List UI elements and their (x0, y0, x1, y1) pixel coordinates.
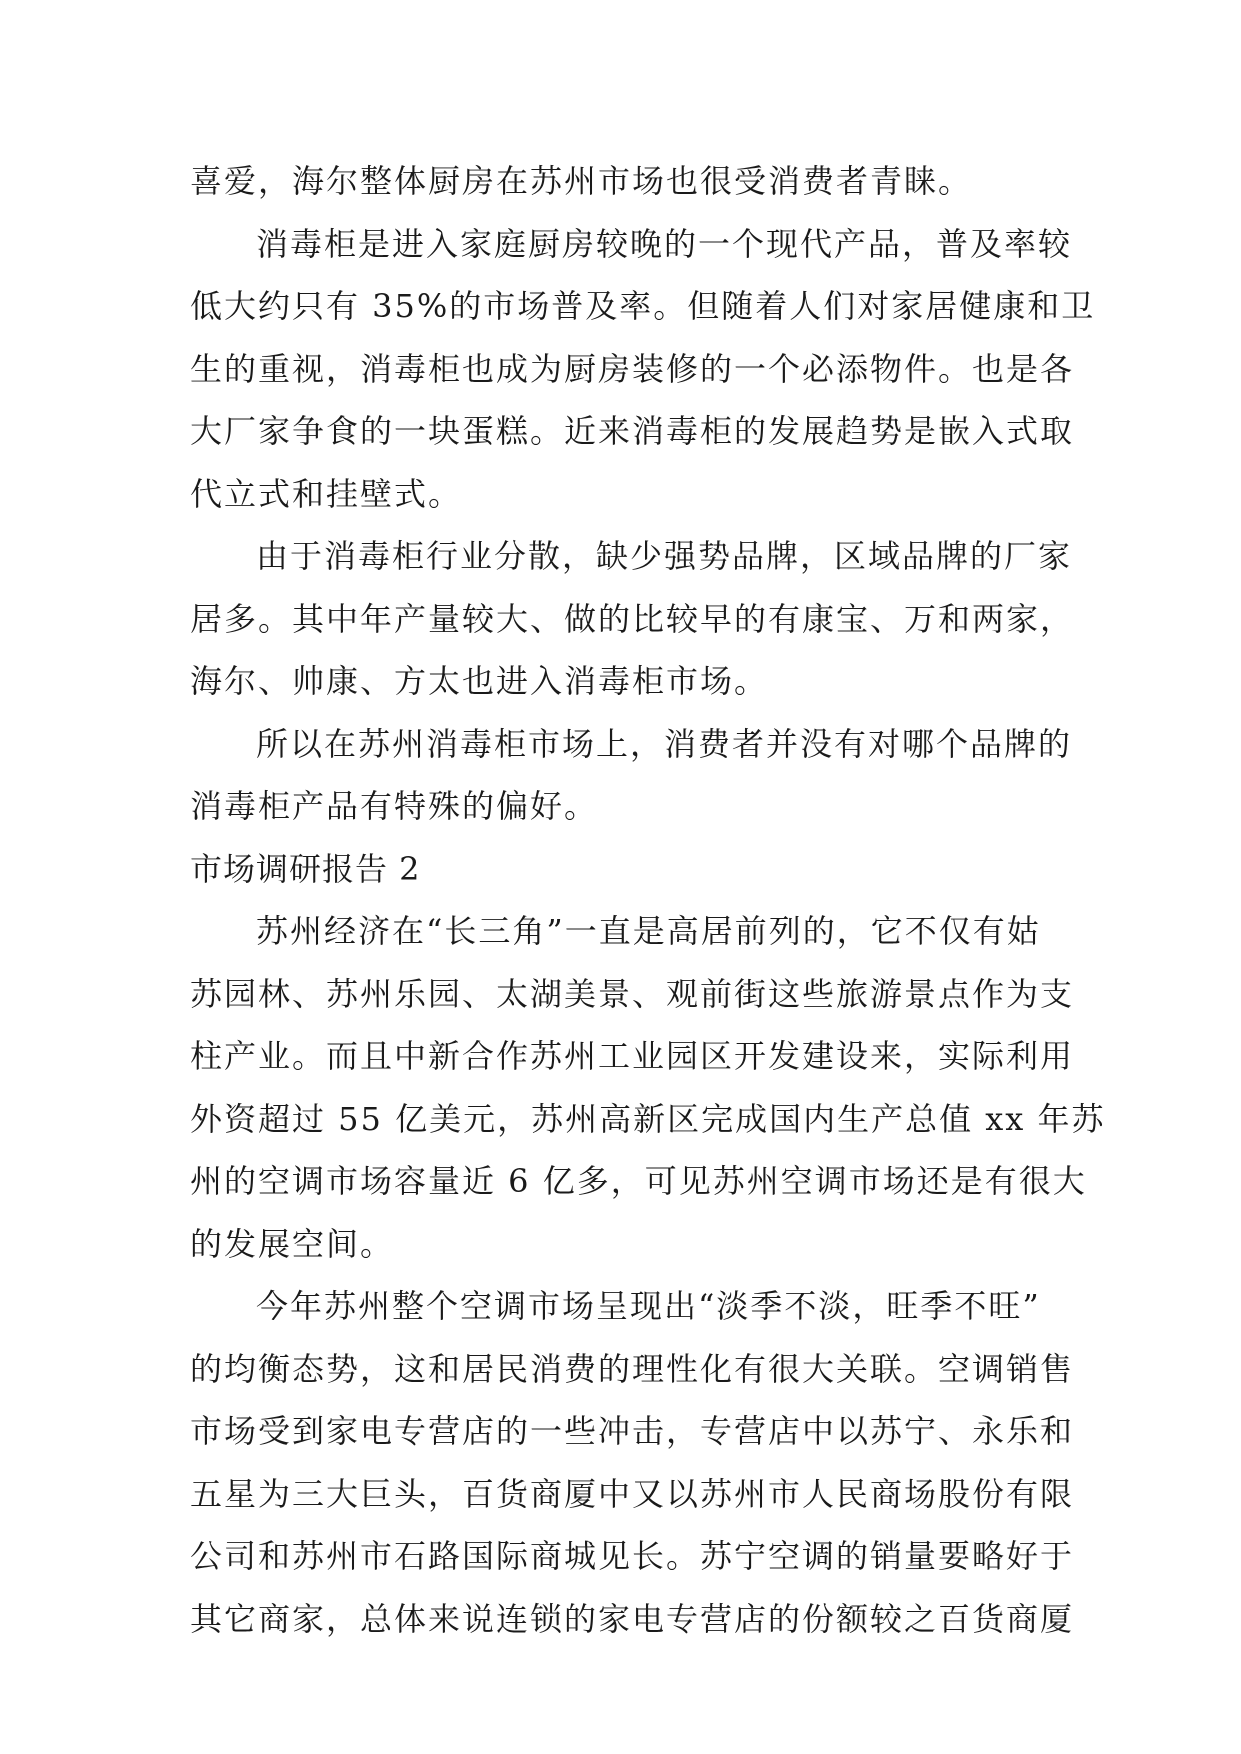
text-line: 外资超过 55 亿美元，苏州高新区完成国内生产总值 xx 年苏 (190, 1099, 1106, 1138)
text-line: 生的重视，消毒柜也成为厨房装修的一个必添物件。也是各 (190, 349, 1075, 388)
text-line: 苏园林、苏州乐园、太湖美景、观前街这些旅游景点作为支 (190, 974, 1075, 1013)
paragraph-start-line: 所以在苏州消毒柜市场上，消费者并没有对哪个品牌的 (256, 724, 1073, 763)
text-line: 的发展空间。 (190, 1224, 395, 1263)
paragraph-start-line: 今年苏州整个空调市场呈现出“淡季不淡，旺季不旺” (256, 1287, 1041, 1325)
text-line: 海尔、帅康、方太也进入消毒柜市场。 (190, 662, 769, 700)
text-line: 喜爱，海尔整体厨房在苏州市场也很受消费者青睐。 (190, 162, 973, 200)
section-heading: 市场调研报告 2 (190, 849, 421, 888)
paragraph-start-line: 苏州经济在“长三角”一直是高居前列的，它不仅有姑 (256, 912, 1041, 950)
text-line: 公司和苏州市石路国际商城见长。苏宁空调的销量要略好于 (190, 1537, 1075, 1575)
text-line: 五星为三大巨头，百货商厦中又以苏州市人民商场股份有限 (190, 1474, 1075, 1513)
paragraph-start-line: 消毒柜是进入家庭厨房较晚的一个现代产品，普及率较 (256, 224, 1073, 263)
text-line: 柱产业。而且中新合作苏州工业园区开发建设来，实际利用 (190, 1037, 1075, 1075)
text-line: 低大约只有 35%的市场普及率。但随着人们对家居健康和卫 (190, 287, 1096, 325)
text-line: 的均衡态势，这和居民消费的理性化有很大关联。空调销售 (190, 1349, 1075, 1388)
text-line: 市场受到家电专营店的一些冲击，专营店中以苏宁、永乐和 (190, 1412, 1075, 1450)
text-line: 消毒柜产品有特殊的偏好。 (190, 787, 599, 825)
text-line: 大厂家争食的一块蛋糕。近来消毒柜的发展趋势是嵌入式取 (190, 412, 1075, 450)
text-line: 居多。其中年产量较大、做的比较早的有康宝、万和两家， (190, 599, 1075, 638)
paragraph-start-line: 由于消毒柜行业分散，缺少强势品牌，区域品牌的厂家 (256, 537, 1073, 575)
document-page (190, 150, 1106, 1650)
text-line: 其它商家，总体来说连锁的家电专营店的份额较之百货商厦 (190, 1599, 1075, 1638)
text-line: 代立式和挂壁式。 (190, 474, 463, 513)
text-line: 州的空调市场容量近 6 亿多，可见苏州空调市场还是有很大 (190, 1162, 1087, 1200)
